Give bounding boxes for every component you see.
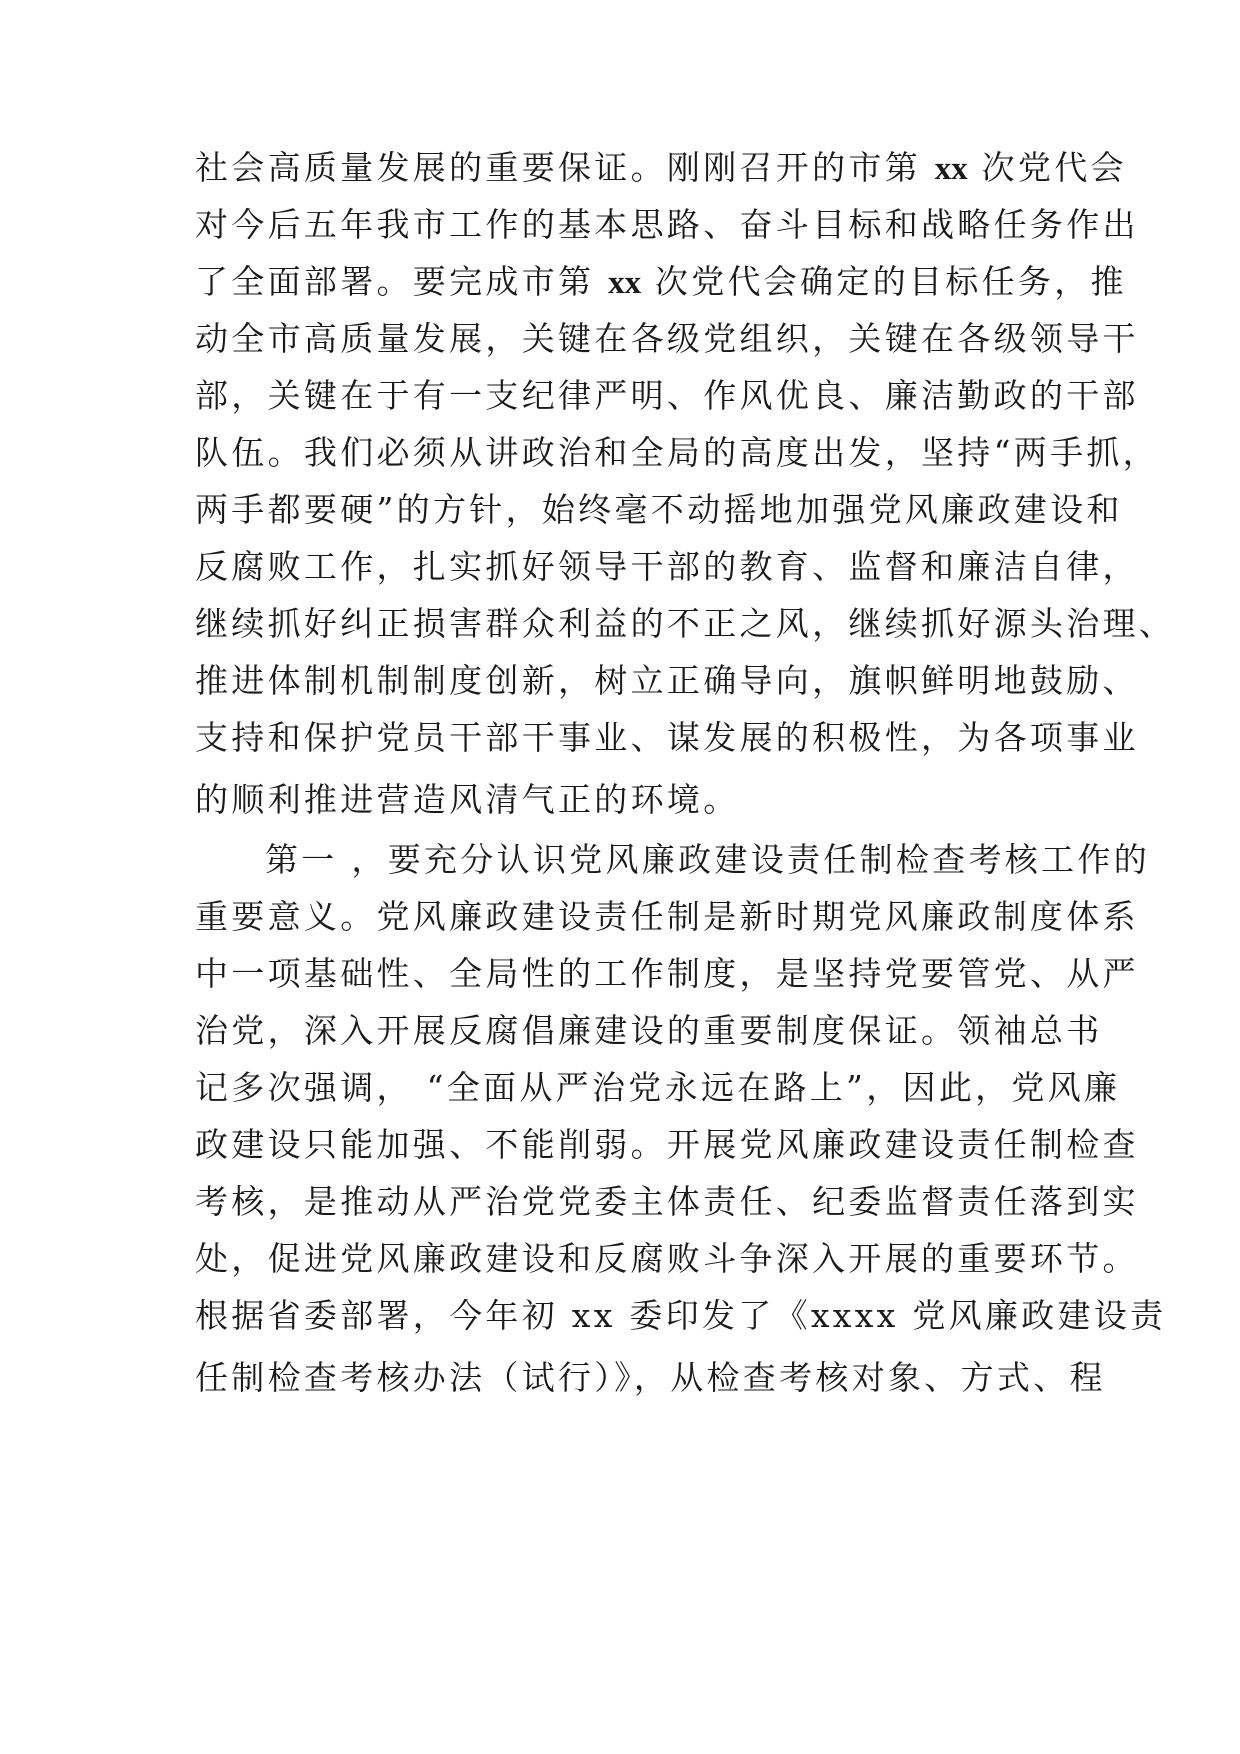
text-line: 推进体制机制制度创新，树立正确导向，旗帜鲜明地鼓励、 [195, 661, 1139, 700]
text-line: 任制检查考核办法（试行）》，从检查考核对象、方式、程 [195, 1358, 1106, 1397]
text-line: 第一 ，要充分认识党风廉政建设责任制检查考核工作的 [265, 840, 1150, 879]
text-line: 对今后五年我市工作的基本思路、奋斗目标和战略任务作出 [195, 205, 1139, 244]
text-line: 重要意义。党风廉政建设责任制是新时期党风廉政制度体系 [195, 897, 1139, 936]
text-line: 支持和保护党员干部干事业、谋发展的积极性，为各项事业 [195, 718, 1139, 757]
text-line: 社会高质量发展的重要保证。刚刚召开的市第 xx 次党代会 [195, 148, 1127, 187]
text-line: 两手都要硬”的方针，始终毫不动摇地加强党风廉政建设和 [195, 490, 1123, 529]
text-line: 政建设只能加强、不能削弱。开展党风廉政建设责任制检查 [195, 1125, 1139, 1164]
text-line: 中一项基础性、全局性的工作制度，是坚持党要管党、从严 [195, 954, 1139, 993]
text-line: 治党，深入开展反腐倡廉建设的重要制度保证。领袖总书 [195, 1011, 1103, 1050]
text-line: 处，促进党风廉政建设和反腐败斗争深入开展的重要环节。 [195, 1239, 1139, 1278]
text-line: 考核，是推动从严治党党委主体责任、纪委监督责任落到实 [195, 1182, 1139, 1221]
text-line: 继续抓好纠正损害群众利益的不正之风，继续抓好源头治理、 [195, 604, 1176, 643]
text-line: 根据省委部署，今年初 xx 委印发了《xxxx 党风廉政建设责 [195, 1296, 1167, 1335]
text-line: 反腐败工作，扎实抓好领导干部的教育、监督和廉洁自律， [195, 547, 1139, 586]
text-line: 队伍。我们必须从讲政治和全局的高度出发，坚持“两手抓， [195, 433, 1159, 472]
text-line: 动全市高质量发展，关键在各级党组织，关键在各级领导干 [195, 319, 1139, 358]
text-line: 部，关键在于有一支纪律严明、作风优良、廉洁勤政的干部 [195, 376, 1139, 415]
text-line: 记多次强调， “全面从严治党永远在路上”，因此，党风廉 [195, 1068, 1121, 1107]
placeholder-number: xx [608, 265, 642, 301]
text-line: 的顺利推进营造风清气正的环境。 [195, 780, 740, 819]
placeholder-number: xx [934, 151, 968, 187]
text-line: 了全面部署。要完成市第 xx 次党代会确定的目标任务，推 [195, 262, 1127, 301]
